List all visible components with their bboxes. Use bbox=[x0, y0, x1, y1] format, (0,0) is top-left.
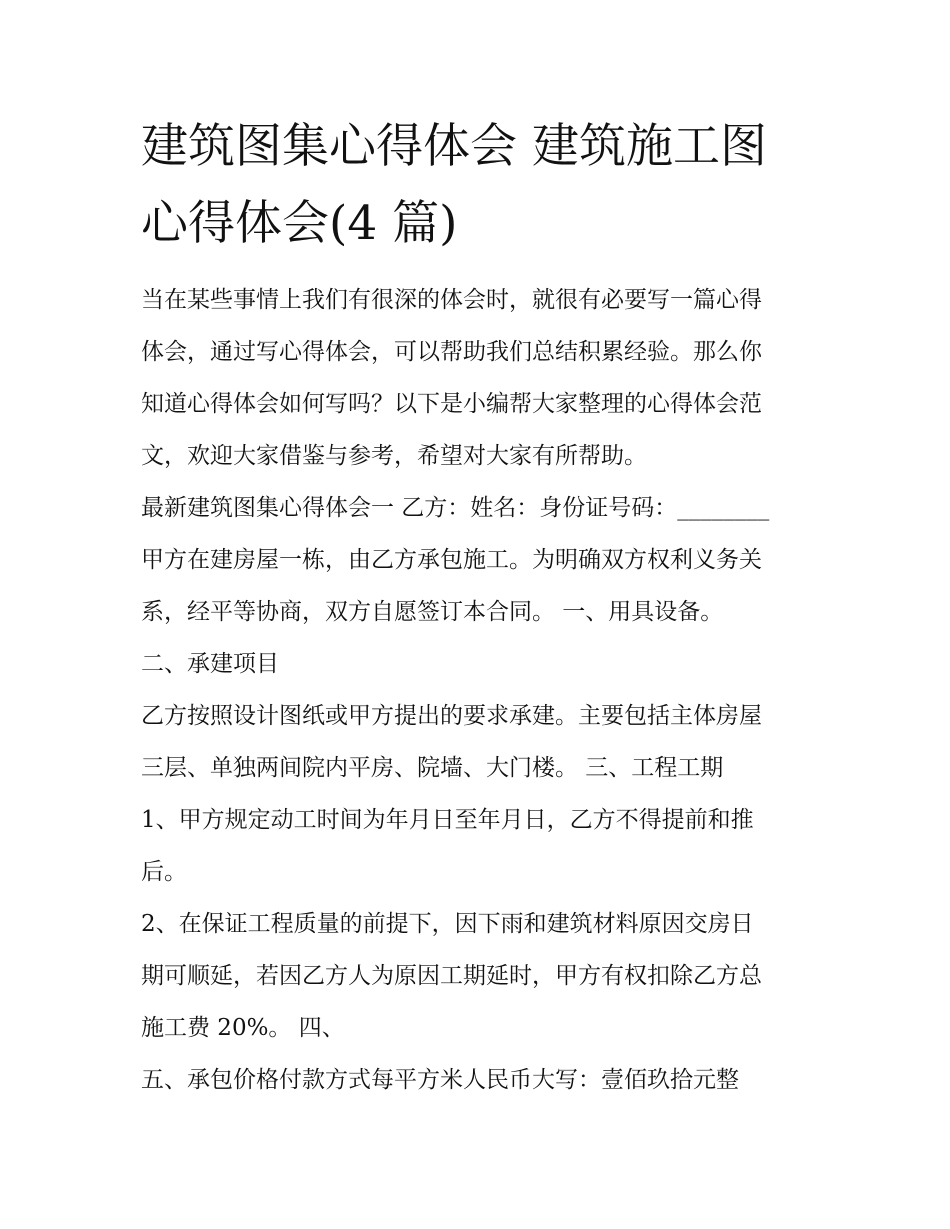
title-line-2: 心得体会(4 篇) bbox=[141, 196, 458, 251]
body-line: 后。 bbox=[141, 859, 187, 885]
body-line: 甲方在建房屋一栋，由乙方承包施工。为明确双方权利义务关 bbox=[141, 547, 762, 573]
body-line: 体会，通过写心得体会，可以帮助我们总结积累经验。那么你 bbox=[141, 339, 762, 365]
body-line: 当在某些事情上我们有很深的体会时，就很有必要写一篇心得 bbox=[141, 287, 762, 313]
body-line: 二、承建项目 bbox=[141, 651, 279, 677]
document-body bbox=[141, 274, 831, 1106]
body-line: 2、在保证工程质量的前提下，因下雨和建筑材料原因交房日 bbox=[141, 911, 754, 937]
body-line: 最新建筑图集心得体会一 乙方：姓名：身份证号码：________ bbox=[141, 495, 770, 521]
body-line: 1、甲方规定动工时间为年月日至年月日，乙方不得提前和推 bbox=[141, 807, 754, 833]
body-line: 期可顺延，若因乙方人为原因工期延时，甲方有权扣除乙方总 bbox=[141, 963, 762, 989]
document-title bbox=[141, 108, 821, 262]
title-line-1: 建筑图集心得体会 建筑施工图 bbox=[141, 119, 767, 174]
body-line: 三层、单独两间院内平房、院墙、大门楼。 三、工程工期 bbox=[141, 755, 724, 781]
body-line: 知道心得体会如何写吗？以下是小编帮大家整理的心得体会范 bbox=[141, 391, 762, 417]
body-line: 文，欢迎大家借鉴与参考，希望对大家有所帮助。 bbox=[141, 443, 647, 469]
body-line: 乙方按照设计图纸或甲方提出的要求承建。主要包括主体房屋 bbox=[141, 703, 762, 729]
body-line: 系，经平等协商，双方自愿签订本合同。 一、用具设备。 bbox=[141, 599, 724, 625]
body-line: 五、承包价格付款方式每平方米人民币大写：壹佰玖拾元整 bbox=[141, 1067, 739, 1093]
body-line: 施工费 20%。 四、 bbox=[141, 1015, 345, 1041]
